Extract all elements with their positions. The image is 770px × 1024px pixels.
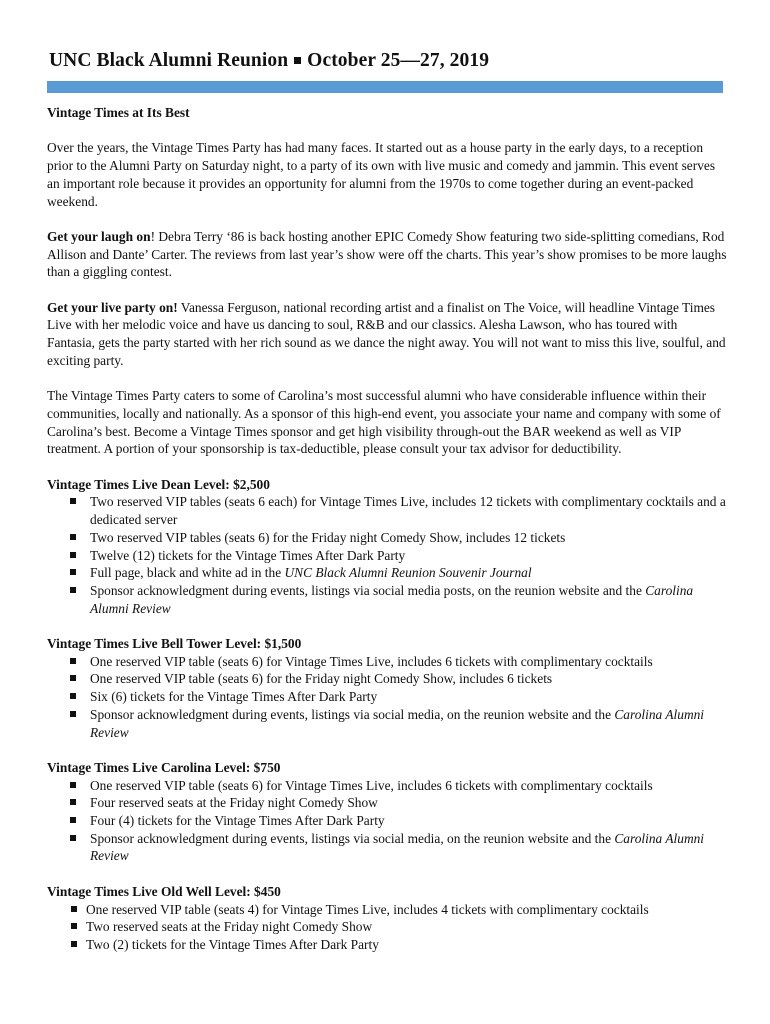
review-title: Carolina Alumni Review xyxy=(90,706,705,740)
header-rule xyxy=(47,81,723,93)
list-item: One reserved VIP table (seats 6) for Vintage Times Live, includes 6 tickets with complimentary cocktails xyxy=(47,777,727,795)
ad-prefix: Full page, black and white ad in the xyxy=(90,565,285,581)
list-item: Six (6) tickets for the Vintage Times After Dark Party xyxy=(47,688,727,706)
list-item: Two reserved VIP tables (seats 6) for the Friday night Comedy Show, includes 12 tickets xyxy=(47,529,727,547)
level-title-dean: Vintage Times Live Dean Level: $2,500 xyxy=(47,476,270,492)
document-body xyxy=(47,104,727,954)
ack-text: Sponsor acknowledgment during events, listings via social media, on the reunion website and the xyxy=(90,830,615,846)
ack-text: Sponsor acknowledgment during events, listings via social media, on the reunion website and the xyxy=(90,706,615,722)
section-title: Vintage Times at Its Best xyxy=(47,105,190,120)
level-list-dean xyxy=(47,493,727,617)
list-item xyxy=(47,706,727,741)
list-item: Four reserved seats at the Friday night Comedy Show xyxy=(47,794,727,812)
level-list-bell-tower xyxy=(47,653,727,742)
laugh-paragraph xyxy=(47,228,727,281)
level-title-bell-tower: Vintage Times Live Bell Tower Level: $1,500 xyxy=(47,636,302,651)
party-lead: Get your live party on! xyxy=(47,299,178,315)
page-header xyxy=(49,50,489,72)
journal-title: UNC Black Alumni Reunion Souvenir Journal xyxy=(284,565,532,581)
laugh-text: ! Debra Terry ‘86 is back hosting another EPIC Comedy Show featuring two side-splitting comedians, Rod Allison and Dante’ Carter. The reviews from last year’s show were off the charts. This year’s show promises to be more laughs than a giggling contest. xyxy=(47,228,727,280)
intro-paragraph: Over the years, the Vintage Times Party has had many faces. It started out as a house party in the early days, to a reception prior to the Alumni Party on Saturday night, to a party of its own with live music and comedy and jammin. This event serves an important role because it provides an opportunity for alumni from the 1970s to come together during an event-packed weekend. xyxy=(47,140,716,209)
list-item xyxy=(47,564,727,582)
list-item xyxy=(47,830,727,865)
level-title-carolina: Vintage Times Live Carolina Level: $750 xyxy=(47,759,281,775)
event-name: UNC Black Alumni Reunion xyxy=(49,50,289,71)
review-title: Carolina Alumni Review xyxy=(90,830,705,864)
list-item xyxy=(47,582,727,617)
level-list-old-well xyxy=(47,901,727,954)
list-item: Two reserved VIP tables (seats 6 each) for Vintage Times Live, includes 12 tickets with complimentary cocktails and a dedicated server xyxy=(47,493,727,528)
level-title-old-well: Vintage Times Live Old Well Level: $450 xyxy=(47,883,281,899)
list-item: One reserved VIP table (seats 6) for Vintage Times Live, includes 6 tickets with complimentary cocktails xyxy=(47,653,727,671)
sponsor-paragraph: The Vintage Times Party caters to some of Carolina’s most successful alumni who have considerable influence within their communities, locally and nationally. As a sponsor of this high-end event, you associate your name and company with some of Carolina’s best. Become a Vintage Times sponsor and get high visibility through-out the BAR weekend as well as VIP treatment. A portion of your sponsorship is tax-deductible, please consult your tax advisor for deductibility. xyxy=(47,388,721,457)
level-list-carolina xyxy=(47,777,727,866)
event-dates: October 25—27, 2019 xyxy=(307,50,490,71)
ack-text: Sponsor acknowledgment during events, listings via social media posts, on the reunion website and the xyxy=(90,582,646,598)
party-paragraph xyxy=(47,299,727,370)
list-item: Four (4) tickets for the Vintage Times After Dark Party xyxy=(47,812,727,830)
party-text: Vanessa Ferguson, national recording artist and a finalist on The Voice, will headline Vintage Times Live with her melodic voice and have us dancing to soul, R&B and our classics. Alesha Lawson, who has toured with Fantasia, gets the party started with her rich sound as we dance the night away. You will not want to miss this live, soulful, and exciting party. xyxy=(47,299,726,368)
list-item: Two reserved seats at the Friday night Comedy Show xyxy=(47,918,727,936)
review-title: Carolina Alumni Review xyxy=(90,582,694,616)
laugh-lead: Get your laugh on xyxy=(47,228,151,244)
list-item: Twelve (12) tickets for the Vintage Times After Dark Party xyxy=(47,547,727,565)
square-bullet-icon xyxy=(294,57,301,64)
list-item: Two (2) tickets for the Vintage Times After Dark Party xyxy=(47,936,727,954)
list-item: One reserved VIP table (seats 4) for Vintage Times Live, includes 4 tickets with complimentary cocktails xyxy=(47,901,727,919)
list-item: One reserved VIP table (seats 6) for the Friday night Comedy Show, includes 6 tickets xyxy=(47,670,727,688)
